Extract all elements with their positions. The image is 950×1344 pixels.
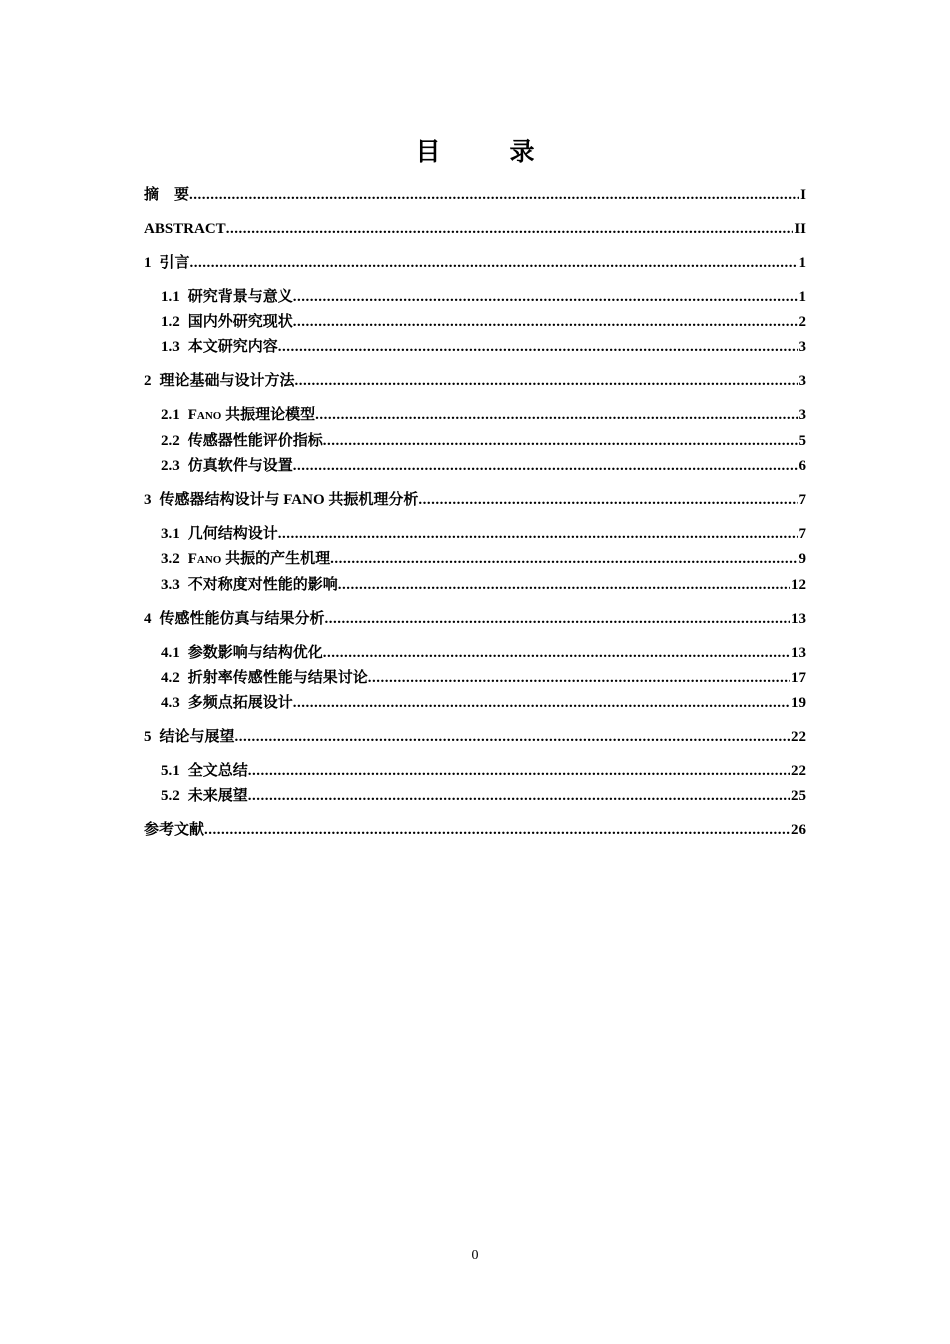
- toc-entry-number: 1.1: [161, 289, 180, 305]
- toc-leader-dots: [278, 525, 798, 543]
- toc-leader-dots: [295, 372, 798, 390]
- toc-leader-dots: [293, 694, 790, 712]
- toc-entry-page: 1: [798, 289, 806, 305]
- toc-entry-number: 2.2: [161, 433, 180, 449]
- toc-entry-label: 不对称度对性能的影响: [187, 577, 338, 593]
- toc-entry-chapter-2[interactable]: [144, 372, 806, 390]
- toc-entry-page: 3: [798, 373, 806, 389]
- toc-entry-section-3-3[interactable]: [144, 576, 806, 594]
- toc-entry-label: 传感器性能评价指标: [187, 433, 323, 449]
- toc-leader-dots: [190, 254, 798, 272]
- toc-entry-section-4-1[interactable]: [144, 644, 806, 662]
- toc-entry-label: [188, 550, 330, 569]
- toc-entry-number: 2.3: [161, 458, 180, 474]
- toc-entry-page: I: [800, 187, 806, 203]
- toc-label-smallcaps-initial: F: [187, 407, 197, 423]
- toc-leader-dots: [418, 491, 797, 509]
- toc-entry-section-5-1[interactable]: [144, 762, 806, 780]
- toc-entry-number: 4.1: [161, 645, 180, 661]
- toc-entry-chapter-3[interactable]: [144, 491, 806, 509]
- toc-entry-number: 2: [144, 373, 152, 389]
- toc-entry-section-4-2[interactable]: [144, 669, 806, 687]
- toc-leader-dots: [189, 186, 799, 204]
- toc-leader-dots: [293, 313, 798, 331]
- toc-entry-page: 12: [791, 577, 806, 593]
- toc-entry-number: 1.2: [161, 314, 180, 330]
- toc-entry-label: 传感器结构设计与 FANO 共振机理分析: [159, 492, 419, 508]
- toc-entry-number: 5: [144, 729, 152, 745]
- toc-entry-page: 19: [791, 695, 806, 711]
- toc-entry-abstract-en[interactable]: [144, 220, 806, 238]
- toc-leader-dots: [323, 644, 790, 662]
- toc-leader-dots: [315, 406, 797, 424]
- toc-entry-label: 研究背景与意义: [187, 289, 293, 305]
- toc-entry-page: 22: [791, 763, 806, 779]
- toc-entry-label: 全文总结: [187, 763, 248, 779]
- toc-entry-label: ABSTRACT: [144, 221, 226, 237]
- toc-entry-number: 3.2: [161, 551, 180, 567]
- toc-entry-number: 2.1: [161, 407, 180, 423]
- toc-label-smallcaps-rest: ANO: [196, 554, 222, 566]
- toc-entry-page: 7: [798, 526, 806, 542]
- table-of-contents: [144, 186, 806, 839]
- toc-entry-section-2-2[interactable]: [144, 432, 806, 450]
- toc-leader-dots: [323, 432, 798, 450]
- toc-entry-page: 13: [791, 645, 806, 661]
- toc-entry-number: 3: [144, 492, 152, 508]
- toc-entry-page: 3: [798, 407, 806, 423]
- page-number: 0: [471, 1248, 479, 1263]
- page-title: 目 录: [415, 139, 557, 166]
- toc-entry-number: 4.3: [161, 695, 180, 711]
- toc-entry-section-1-1[interactable]: [144, 288, 806, 306]
- toc-entry-label: 摘 要: [144, 187, 190, 203]
- toc-leader-dots: [278, 338, 798, 356]
- toc-label-text: 共振理论模型: [221, 407, 316, 423]
- toc-entry-page: 9: [798, 551, 806, 567]
- toc-entry-page: II: [794, 221, 806, 237]
- toc-entry-page: 3: [798, 339, 806, 355]
- toc-entry-label: 理论基础与设计方法: [159, 373, 295, 389]
- toc-leader-dots: [248, 787, 790, 805]
- toc-entry-label: 多频点拓展设计: [187, 695, 293, 711]
- toc-entry-section-3-2[interactable]: [144, 550, 806, 569]
- toc-entry-page: 22: [791, 729, 806, 745]
- toc-label-smallcaps-rest: ANO: [196, 410, 222, 422]
- toc-entry-number: 4.2: [161, 670, 180, 686]
- toc-leader-dots: [226, 220, 794, 238]
- toc-entry-label: 引言: [159, 255, 190, 271]
- toc-entry-page: 5: [798, 433, 806, 449]
- toc-entry-label: 参数影响与结构优化: [187, 645, 323, 661]
- toc-leader-dots: [338, 576, 790, 594]
- toc-label-text: 共振的产生机理: [221, 551, 331, 567]
- toc-entry-chapter-4[interactable]: [144, 610, 806, 628]
- toc-label-smallcaps-initial: F: [187, 551, 197, 567]
- toc-entry-chapter-5[interactable]: [144, 728, 806, 746]
- toc-leader-dots: [293, 288, 798, 306]
- toc-entry-number: 3.3: [161, 577, 180, 593]
- toc-leader-dots: [204, 821, 790, 839]
- toc-leader-dots: [248, 762, 790, 780]
- toc-entry-label: 传感性能仿真与结果分析: [159, 611, 325, 627]
- toc-entry-number: 1: [144, 255, 152, 271]
- toc-entry-section-1-2[interactable]: [144, 313, 806, 331]
- toc-entry-label: 国内外研究现状: [187, 314, 293, 330]
- toc-entry-page: 17: [791, 670, 806, 686]
- toc-entry-number: 1.3: [161, 339, 180, 355]
- toc-entry-page: 26: [791, 822, 806, 838]
- toc-entry-page: 1: [798, 255, 806, 271]
- toc-entry-label: 参考文献: [144, 822, 205, 838]
- toc-entry-section-5-2[interactable]: [144, 787, 806, 805]
- toc-entry-section-2-3[interactable]: [144, 457, 806, 475]
- toc-entry-references[interactable]: [144, 821, 806, 839]
- toc-entry-section-2-1[interactable]: [144, 406, 806, 425]
- toc-entry-page: 6: [798, 458, 806, 474]
- toc-entry-label: 未来展望: [187, 788, 248, 804]
- toc-entry-label: 结论与展望: [159, 729, 235, 745]
- toc-entry-number: 5.2: [161, 788, 180, 804]
- toc-leader-dots: [235, 728, 790, 746]
- toc-entry-page: 7: [798, 492, 806, 508]
- toc-entry-number: 4: [144, 611, 152, 627]
- toc-entry-page: 13: [791, 611, 806, 627]
- toc-entry-abstract-cn[interactable]: [144, 186, 806, 204]
- toc-entry-label: 仿真软件与设置: [187, 458, 293, 474]
- toc-entry-section-4-3[interactable]: [144, 694, 806, 712]
- toc-entry-section-1-3[interactable]: [144, 338, 806, 356]
- toc-entry-chapter-1[interactable]: [144, 254, 806, 272]
- toc-leader-dots: [325, 610, 790, 628]
- toc-leader-dots: [368, 669, 790, 687]
- toc-entry-label: 几何结构设计: [187, 526, 278, 542]
- toc-entry-label: [188, 406, 315, 425]
- toc-entry-section-3-1[interactable]: [144, 525, 806, 543]
- toc-entry-page: 25: [791, 788, 806, 804]
- toc-entry-number: 5.1: [161, 763, 180, 779]
- toc-entry-page: 2: [798, 314, 806, 330]
- toc-entry-number: 3.1: [161, 526, 180, 542]
- toc-entry-label: 本文研究内容: [187, 339, 278, 355]
- toc-leader-dots: [293, 457, 798, 475]
- toc-leader-dots: [330, 550, 797, 568]
- toc-entry-label: 折射率传感性能与结果讨论: [187, 670, 368, 686]
